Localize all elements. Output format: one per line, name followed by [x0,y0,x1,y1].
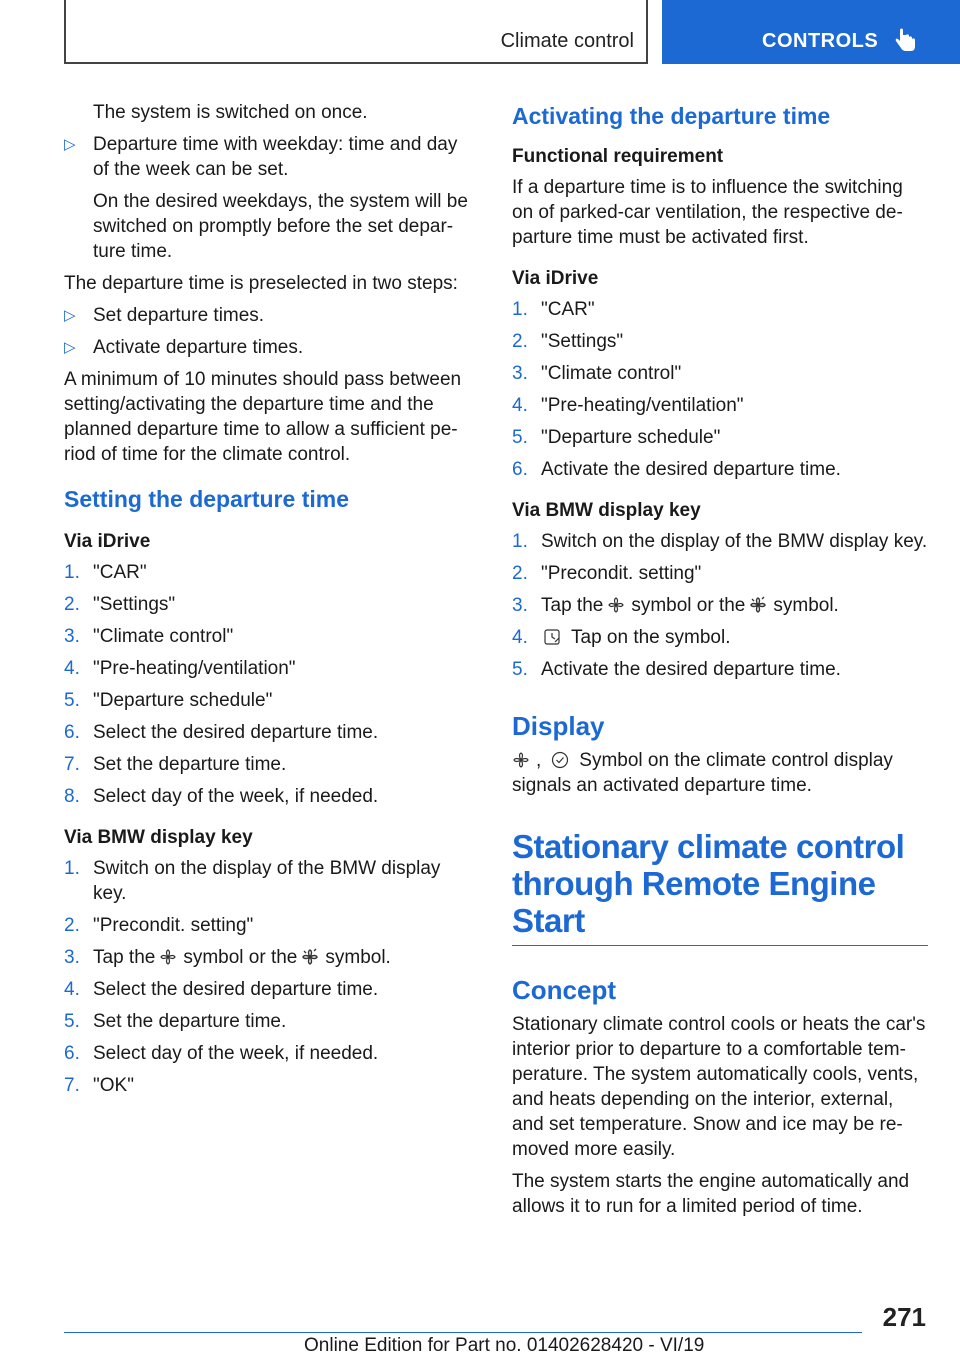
step-text: Switch on the display of the BMW display key. [541,531,928,552]
paragraph: If a departure time is to influence the switching on of parked-car ventilation, the respective de‐parture time must be activated first. [512,177,903,248]
bullet-text: Departure time with weekday: time and day of the week can be set. [93,134,458,180]
pointing-hand-icon [892,26,920,54]
step-number: 1. [64,858,80,879]
step-number: 2. [64,915,80,936]
list-item [512,529,928,554]
step-number: 1. [512,299,528,320]
step-number: 5. [512,427,528,448]
step-number: 5. [64,690,80,711]
subheading: Via BMW display key [64,827,253,848]
step-number: 6. [64,722,80,743]
step-number: 4. [512,395,528,416]
bullet-triangle-icon: ▷ [64,339,76,356]
list-item [512,329,928,354]
step-text: "Pre-heating/ventilation" [541,395,744,416]
step-text: Select day of the week, if needed. [93,786,379,807]
fan-icon [512,751,530,769]
subheading: Via iDrive [64,531,151,552]
bullet-item [64,335,474,360]
bullet-text: Activate departure times. [93,337,304,358]
list-item [512,561,928,586]
step-text: "OK" [93,1075,134,1096]
step-number: 6. [512,459,528,480]
left-column [64,100,474,1105]
step-number: 2. [512,563,528,584]
list-item [512,457,928,482]
step-number: 6. [64,1043,80,1064]
paragraph: A minimum of 10 minutes should pass between setting/activating the departure time and the planned departure time to allow a sufficient pe‐riod of time for the climate control. [64,369,462,465]
step-number: 1. [64,562,80,583]
right-column [512,100,928,1226]
list-item [64,720,474,745]
chapter-heading: Stationary climate control through Remote Engine Start [512,828,928,946]
fan-icon [159,948,177,966]
step-text: Set the departure time. [93,754,287,775]
step-text: "Pre-heating/ventilation" [93,658,296,679]
section-heading: Concept [512,975,616,1005]
bullet-text: Set departure times. [93,305,265,326]
step-text: symbol or the [631,595,746,616]
paragraph: The system starts the engine automatically and allows it to run for a limited period of time. [512,1171,910,1217]
display-paragraph [512,748,928,798]
step-number: 7. [64,754,80,775]
step-text: "Climate control" [541,363,682,384]
step-number: 4. [64,979,80,1000]
list-item [64,752,474,777]
step-text: symbol. [773,595,839,616]
list-item [64,560,474,585]
paragraph: The system is switched on once. [93,102,368,123]
list-item [512,657,928,682]
section-heading: Setting the departure time [64,486,349,512]
step-text: Set the departure time. [93,1011,287,1032]
subheading: Via iDrive [512,268,599,289]
step-text: "CAR" [93,562,147,583]
step-number: 1. [512,531,528,552]
step-number: 4. [64,658,80,679]
list-item [64,1041,474,1066]
list-item [64,913,474,938]
step-text: Tap the [93,947,156,968]
list-item [512,425,928,450]
step-number: 5. [64,1011,80,1032]
step-text: "Precondit. setting" [541,563,702,584]
footer-divider [64,1332,862,1333]
step-text: Select the desired departure time. [93,722,379,743]
fan-heat-icon [749,596,767,614]
paragraph: Stationary climate control cools or heats the car's interior prior to departure to a comfortable tem‐perature. The system automatically cools, vents, and heats depending on the interior, external, and set temperature. Snow and ice may be re‐moved more easily. [512,1014,926,1160]
header-section-title: Climate control [500,30,634,52]
comma: , [536,750,542,771]
step-text: "Precondit. setting" [93,915,254,936]
step-number: 5. [512,659,528,680]
step-number: 3. [512,363,528,384]
fan-heat-icon [301,948,319,966]
step-text: Tap the [541,595,604,616]
bullet-item [64,303,474,328]
list-item [64,656,474,681]
step-text: Activate the desired departure time. [541,659,841,680]
step-text: "Settings" [541,331,624,352]
step-number: 8. [64,786,80,807]
list-item [512,297,928,322]
display-text: Symbol on the climate control display signals an activated departure time. [512,750,893,796]
list-item [512,393,928,418]
header-section-box [64,0,648,64]
list-item [64,784,474,809]
step-text: "CAR" [541,299,595,320]
check-circle-icon [551,751,569,769]
step-number: 3. [64,626,80,647]
step-number: 2. [512,331,528,352]
list-item [64,624,474,649]
list-item [64,1073,474,1098]
step-text: Switch on the display of the BMW display key. [93,858,441,904]
fan-icon [607,596,625,614]
step-text: Tap on the symbol. [571,627,731,648]
step-number: 3. [64,947,80,968]
step-number: 4. [512,627,528,648]
step-text: Select day of the week, if needed. [93,1043,379,1064]
section-heading: Activating the departure time [512,103,831,129]
step-number: 7. [64,1075,80,1096]
bullet-triangle-icon: ▷ [64,307,76,324]
paragraph: On the desired weekdays, the system will be switched on promptly before the set depar‐ture time. [93,191,468,262]
timer-icon [543,628,561,646]
section-heading: Display [512,711,605,741]
step-text: Select the desired departure time. [93,979,379,1000]
bullet-item [64,132,474,182]
step-text: "Departure schedule" [93,690,273,711]
list-item [64,592,474,617]
list-item [512,625,928,650]
step-number: 3. [512,595,528,616]
footer-edition: Online Edition for Part no. 01402628420 - VI/19 [304,1335,705,1356]
step-text: symbol or the [183,947,298,968]
list-item [64,856,474,906]
list-item [64,977,474,1002]
subheading: Functional requirement [512,146,724,167]
step-text: "Climate control" [93,626,234,647]
bullet-triangle-icon: ▷ [64,136,76,153]
paragraph: The departure time is preselected in two steps: [64,273,458,294]
subheading: Via BMW display key [512,500,701,521]
page-number: 271 [882,1302,926,1332]
list-item [64,945,474,970]
step-text: symbol. [325,947,391,968]
header-chapter-title: CONTROLS [762,30,879,52]
list-item [64,688,474,713]
header-chapter-box [662,0,960,64]
step-number: 2. [64,594,80,615]
list-item [512,361,928,386]
step-text: "Departure schedule" [541,427,721,448]
list-item [512,593,928,618]
list-item [64,1009,474,1034]
step-text: Activate the desired departure time. [541,459,841,480]
step-text: "Settings" [93,594,176,615]
